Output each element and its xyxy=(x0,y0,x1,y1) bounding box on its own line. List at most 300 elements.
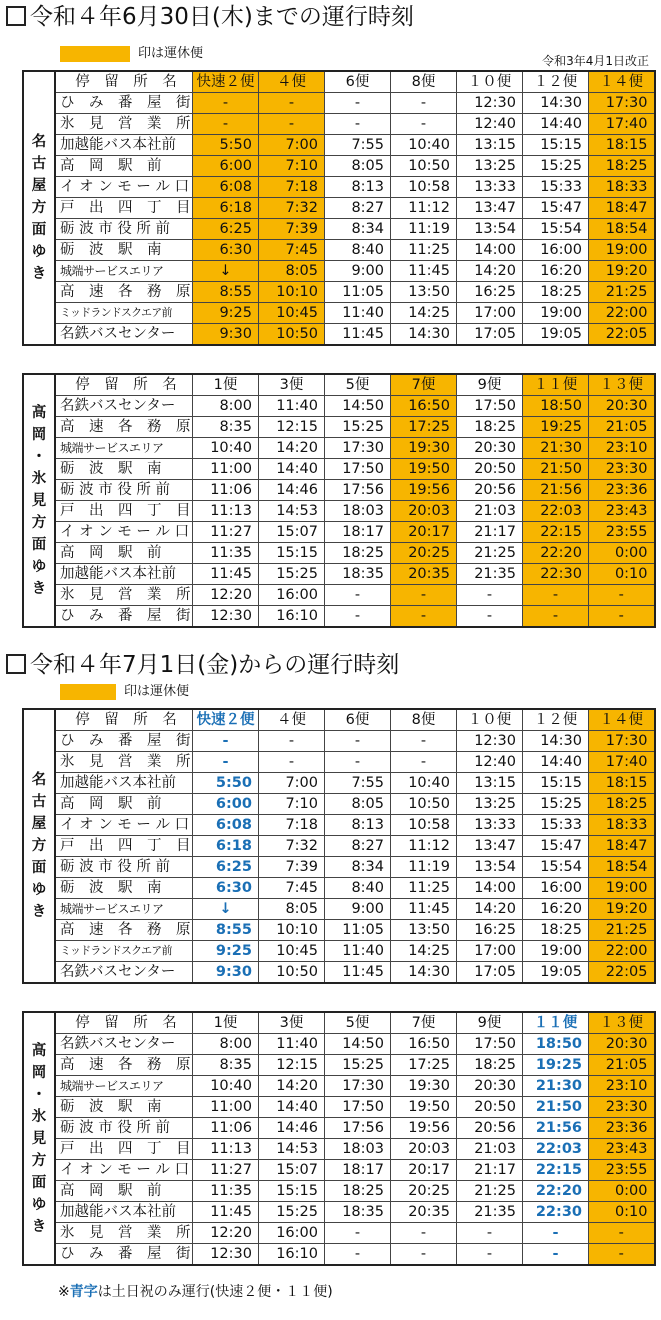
time-cell: 12:30 xyxy=(457,93,523,114)
time-cell: 19:05 xyxy=(523,324,589,346)
table-row xyxy=(23,1097,655,1118)
stop-name-header: 停 留 所 名 xyxy=(55,1012,193,1034)
time-cell: 18:47 xyxy=(589,198,655,219)
time-cell: 18:50 xyxy=(523,396,589,417)
time-cell: 15:15 xyxy=(259,543,325,564)
time-cell: 15:25 xyxy=(523,156,589,177)
time-cell: 19:30 xyxy=(391,438,457,459)
time-cell: 17:30 xyxy=(325,1076,391,1097)
time-cell: 7:55 xyxy=(325,135,391,156)
time-cell: - xyxy=(193,752,259,773)
footnote-blue-word: 青字 xyxy=(69,1284,98,1300)
time-cell: 17:25 xyxy=(391,417,457,438)
stop-name: 氷 見 営 業 所 xyxy=(55,585,193,606)
stop-name: 高 速 各 務 原 xyxy=(55,282,193,303)
trip-header: 3便 xyxy=(259,1012,325,1034)
time-cell: 20:30 xyxy=(589,1034,655,1055)
trip-header: １４便 xyxy=(589,709,655,731)
table-row xyxy=(23,156,655,177)
time-cell: 7:00 xyxy=(259,773,325,794)
time-cell: 19:50 xyxy=(391,459,457,480)
time-cell: 8:55 xyxy=(193,920,259,941)
time-cell: 8:00 xyxy=(193,1034,259,1055)
checkbox-square-icon xyxy=(6,6,26,26)
time-cell: 10:45 xyxy=(259,941,325,962)
time-cell: 9:30 xyxy=(193,324,259,346)
time-cell: 15:33 xyxy=(523,177,589,198)
trip-header: 8便 xyxy=(391,71,457,93)
time-cell: 13:25 xyxy=(457,794,523,815)
time-cell: 13:15 xyxy=(457,135,523,156)
time-cell: 8:05 xyxy=(259,899,325,920)
time-cell: 0:10 xyxy=(589,1202,655,1223)
stop-name: 戸 出 四 丁 目 xyxy=(55,198,193,219)
time-cell: 11:19 xyxy=(391,219,457,240)
direction-label xyxy=(23,374,55,627)
time-cell: - xyxy=(193,114,259,135)
time-cell: 20:50 xyxy=(457,1097,523,1118)
table-row xyxy=(23,962,655,984)
time-cell: 19:25 xyxy=(523,1055,589,1076)
time-cell: 14:20 xyxy=(259,438,325,459)
direction-char: 面 xyxy=(31,222,47,238)
time-cell: 18:25 xyxy=(589,156,655,177)
stop-name: 氷 見 営 業 所 xyxy=(55,752,193,773)
time-cell: 15:25 xyxy=(523,794,589,815)
time-cell: 13:15 xyxy=(457,773,523,794)
time-cell: 10:40 xyxy=(193,1076,259,1097)
time-cell: 19:20 xyxy=(589,899,655,920)
time-cell: 11:45 xyxy=(391,899,457,920)
time-cell: 20:03 xyxy=(391,501,457,522)
direction-char: 見 xyxy=(31,492,47,509)
time-cell: 19:20 xyxy=(589,261,655,282)
time-cell: 6:18 xyxy=(193,198,259,219)
time-cell: 20:25 xyxy=(391,1181,457,1202)
time-cell: 7:18 xyxy=(259,177,325,198)
table-row xyxy=(23,752,655,773)
time-cell: 16:10 xyxy=(259,606,325,628)
direction-char: ゆ xyxy=(31,244,47,260)
trip-header: 1便 xyxy=(193,374,259,396)
time-cell: 16:10 xyxy=(259,1244,325,1266)
table-row xyxy=(23,459,655,480)
time-cell: 11:13 xyxy=(193,501,259,522)
direction-char: 岡 xyxy=(31,426,47,443)
time-cell: 19:30 xyxy=(391,1076,457,1097)
time-cell: 15:07 xyxy=(259,522,325,543)
time-cell: 18:50 xyxy=(523,1034,589,1055)
table-row xyxy=(23,396,655,417)
time-cell: 17:25 xyxy=(391,1055,457,1076)
time-cell: 17:50 xyxy=(457,396,523,417)
stop-name: イ オ ン モ ー ル 口 xyxy=(55,522,193,543)
stop-name: 砺 波 市 役 所 前 xyxy=(55,219,193,240)
time-cell: 7:10 xyxy=(259,794,325,815)
time-cell: 13:25 xyxy=(457,156,523,177)
time-cell: 0:00 xyxy=(589,1181,655,1202)
time-cell: 13:33 xyxy=(457,177,523,198)
time-cell: 10:50 xyxy=(259,962,325,984)
time-cell: 14:25 xyxy=(391,303,457,324)
time-cell: 16:00 xyxy=(259,1223,325,1244)
time-cell: 14:40 xyxy=(259,459,325,480)
stop-name: 戸 出 四 丁 目 xyxy=(55,836,193,857)
time-cell: 14:40 xyxy=(523,752,589,773)
table-row xyxy=(23,564,655,585)
time-cell: 8:40 xyxy=(325,878,391,899)
time-cell: 14:46 xyxy=(259,1118,325,1139)
stop-name: 加越能バス本社前 xyxy=(55,564,193,585)
time-cell: 11:05 xyxy=(325,282,391,303)
time-cell: 14:30 xyxy=(391,324,457,346)
time-cell: 23:36 xyxy=(589,1118,655,1139)
table-row xyxy=(23,878,655,899)
trip-header: １２便 xyxy=(523,71,589,93)
time-cell: - xyxy=(457,1223,523,1244)
stop-name: 高 速 各 務 原 xyxy=(55,1055,193,1076)
time-cell: - xyxy=(325,114,391,135)
time-cell: 0:00 xyxy=(589,543,655,564)
time-cell: - xyxy=(325,585,391,606)
time-cell: 6:25 xyxy=(193,219,259,240)
time-cell: 7:00 xyxy=(259,135,325,156)
time-cell: 14:53 xyxy=(259,501,325,522)
time-cell: 22:20 xyxy=(523,1181,589,1202)
trip-header: １１便 xyxy=(523,1012,589,1034)
stop-name: 砺 波 駅 南 xyxy=(55,878,193,899)
time-cell: 7:10 xyxy=(259,156,325,177)
time-cell: 19:00 xyxy=(523,941,589,962)
stop-name: ひ み 番 屋 街 xyxy=(55,1244,193,1266)
time-cell: 15:54 xyxy=(523,857,589,878)
time-cell: 10:10 xyxy=(259,920,325,941)
section-2-legend xyxy=(60,682,189,702)
time-cell: 15:25 xyxy=(325,1055,391,1076)
direction-char: 岡 xyxy=(31,1064,47,1081)
time-cell: ↓ xyxy=(193,899,259,920)
section-1-title-text: 令和４年6月30日(木)までの運行時刻 xyxy=(30,4,414,30)
time-cell: - xyxy=(391,1223,457,1244)
table-row xyxy=(23,543,655,564)
time-cell: 23:36 xyxy=(589,480,655,501)
table-row xyxy=(23,794,655,815)
time-cell: 16:00 xyxy=(523,240,589,261)
time-cell: 11:45 xyxy=(391,261,457,282)
trip-header: 6便 xyxy=(325,71,391,93)
revision-date: 令和3年4月1日改正 xyxy=(542,54,649,68)
direction-char: 古 xyxy=(31,156,47,172)
table-row xyxy=(23,135,655,156)
table-row xyxy=(23,198,655,219)
stop-name: 高 岡 駅 前 xyxy=(55,1181,193,1202)
time-cell: - xyxy=(325,93,391,114)
time-cell: 18:25 xyxy=(589,794,655,815)
time-cell: - xyxy=(457,606,523,628)
time-cell: 17:50 xyxy=(457,1034,523,1055)
stop-name: イ オ ン モ ー ル 口 xyxy=(55,815,193,836)
time-cell: 11:40 xyxy=(325,303,391,324)
time-cell: 13:50 xyxy=(391,920,457,941)
time-cell: 12:30 xyxy=(193,1244,259,1266)
trip-header: １４便 xyxy=(589,71,655,93)
stop-name: 城端サービスエリア xyxy=(55,438,193,459)
time-cell: 21:17 xyxy=(457,522,523,543)
time-cell: 20:25 xyxy=(391,543,457,564)
table-row xyxy=(23,1076,655,1097)
time-cell: - xyxy=(259,93,325,114)
table-row xyxy=(23,1223,655,1244)
stop-name: 氷 見 営 業 所 xyxy=(55,114,193,135)
time-cell: 20:30 xyxy=(457,438,523,459)
time-cell: 14:00 xyxy=(457,878,523,899)
direction-char: 方 xyxy=(31,1152,47,1169)
time-cell: 16:00 xyxy=(259,585,325,606)
direction-char: ・ xyxy=(31,1086,47,1103)
time-cell: - xyxy=(193,93,259,114)
time-cell: - xyxy=(259,114,325,135)
stop-name: 名鉄バスセンター xyxy=(55,962,193,984)
time-cell: 6:00 xyxy=(193,794,259,815)
time-cell: 10:40 xyxy=(193,438,259,459)
time-cell: 8:27 xyxy=(325,198,391,219)
time-cell: 18:33 xyxy=(589,815,655,836)
time-cell: 5:50 xyxy=(193,773,259,794)
time-cell: 10:45 xyxy=(259,303,325,324)
time-cell: 14:30 xyxy=(523,93,589,114)
stop-name: 戸 出 四 丁 目 xyxy=(55,1139,193,1160)
time-cell: 13:33 xyxy=(457,815,523,836)
time-cell: 7:45 xyxy=(259,240,325,261)
trip-header: １３便 xyxy=(589,374,655,396)
time-cell: 11:35 xyxy=(193,543,259,564)
stop-name: 名鉄バスセンター xyxy=(55,396,193,417)
time-cell: 16:20 xyxy=(523,899,589,920)
time-cell: 11:06 xyxy=(193,1118,259,1139)
timetable-1-nagoya-bound xyxy=(22,70,656,346)
time-cell: 6:25 xyxy=(193,857,259,878)
time-cell: 14:40 xyxy=(259,1097,325,1118)
time-cell: 21:03 xyxy=(457,501,523,522)
table-row xyxy=(23,1160,655,1181)
direction-char: 屋 xyxy=(31,178,47,194)
direction-char: 見 xyxy=(31,1130,47,1147)
stop-name: 名鉄バスセンター xyxy=(55,1034,193,1055)
time-cell: 6:18 xyxy=(193,836,259,857)
time-cell: 13:47 xyxy=(457,198,523,219)
time-cell: 19:50 xyxy=(391,1097,457,1118)
time-cell: 5:50 xyxy=(193,135,259,156)
stop-name: イ オ ン モ ー ル 口 xyxy=(55,1160,193,1181)
stop-name-header: 停 留 所 名 xyxy=(55,71,193,93)
time-cell: 23:43 xyxy=(589,1139,655,1160)
time-cell: 23:43 xyxy=(589,501,655,522)
time-cell: - xyxy=(391,114,457,135)
time-cell: 8:05 xyxy=(325,794,391,815)
time-cell: 20:30 xyxy=(457,1076,523,1097)
direction-label xyxy=(23,71,55,345)
time-cell: 9:00 xyxy=(325,899,391,920)
time-cell: 18:54 xyxy=(589,219,655,240)
time-cell: 14:30 xyxy=(391,962,457,984)
time-cell: 17:05 xyxy=(457,324,523,346)
time-cell: 20:30 xyxy=(589,396,655,417)
time-cell: - xyxy=(259,731,325,752)
time-cell: 20:35 xyxy=(391,1202,457,1223)
time-cell: - xyxy=(391,1244,457,1266)
time-cell: 21:35 xyxy=(457,564,523,585)
time-cell: 17:50 xyxy=(325,1097,391,1118)
time-cell: 22:00 xyxy=(589,303,655,324)
direction-char: 面 xyxy=(31,860,47,876)
table-row xyxy=(23,324,655,346)
time-cell: 23:10 xyxy=(589,1076,655,1097)
time-cell: 11:35 xyxy=(193,1181,259,1202)
footnote xyxy=(58,1281,333,1301)
time-cell: 10:50 xyxy=(391,156,457,177)
table-row xyxy=(23,501,655,522)
table-row xyxy=(23,303,655,324)
time-cell: 8:13 xyxy=(325,177,391,198)
time-cell: 18:15 xyxy=(589,135,655,156)
time-cell: 11:19 xyxy=(391,857,457,878)
stop-name: 城端サービスエリア xyxy=(55,261,193,282)
section-1-legend xyxy=(60,44,203,64)
time-cell: 15:25 xyxy=(259,1202,325,1223)
time-cell: 22:15 xyxy=(523,522,589,543)
time-cell: 21:05 xyxy=(589,1055,655,1076)
timetable-2-nagoya-bound xyxy=(22,708,656,984)
time-cell: 18:35 xyxy=(325,564,391,585)
trip-header: 快速２便 xyxy=(193,71,259,93)
time-cell: 20:50 xyxy=(457,459,523,480)
time-cell: 18:25 xyxy=(325,1181,391,1202)
time-cell: 14:20 xyxy=(259,1076,325,1097)
table-row xyxy=(23,1139,655,1160)
direction-char: 高 xyxy=(31,1042,47,1059)
table-row xyxy=(23,177,655,198)
time-cell: 14:25 xyxy=(391,941,457,962)
stop-name: 加越能バス本社前 xyxy=(55,1202,193,1223)
time-cell: 15:15 xyxy=(523,773,589,794)
time-cell: - xyxy=(193,731,259,752)
time-cell: 11:05 xyxy=(325,920,391,941)
time-cell: 17:50 xyxy=(325,459,391,480)
time-cell: 18:15 xyxy=(589,773,655,794)
time-cell: 12:40 xyxy=(457,114,523,135)
time-cell: ↓ xyxy=(193,261,259,282)
time-cell: 14:20 xyxy=(457,261,523,282)
direction-char: き xyxy=(31,580,47,597)
time-cell: 11:00 xyxy=(193,459,259,480)
time-cell: 8:34 xyxy=(325,857,391,878)
table-row xyxy=(23,114,655,135)
time-cell: 8:00 xyxy=(193,396,259,417)
direction-char: き xyxy=(31,266,47,282)
table-row xyxy=(23,261,655,282)
time-cell: 9:25 xyxy=(193,303,259,324)
stop-name: イ オ ン モ ー ル 口 xyxy=(55,177,193,198)
time-cell: 13:54 xyxy=(457,857,523,878)
time-cell: - xyxy=(523,606,589,628)
trip-header: 5便 xyxy=(325,1012,391,1034)
time-cell: 6:30 xyxy=(193,240,259,261)
time-cell: 12:30 xyxy=(193,606,259,628)
time-cell: 14:00 xyxy=(457,240,523,261)
time-cell: 17:30 xyxy=(325,438,391,459)
time-cell: 14:40 xyxy=(523,114,589,135)
direction-char: 名 xyxy=(31,772,47,788)
time-cell: 11:45 xyxy=(193,1202,259,1223)
table-row xyxy=(23,920,655,941)
stop-name: 高 速 各 務 原 xyxy=(55,920,193,941)
stop-name: 砺 波 市 役 所 前 xyxy=(55,857,193,878)
table-row xyxy=(23,1118,655,1139)
stop-name: ミッドランドスクエア前 xyxy=(55,303,193,324)
header-row xyxy=(23,374,655,396)
trip-header: 9便 xyxy=(457,1012,523,1034)
legend-text: 印は運休便 xyxy=(138,46,204,61)
time-cell: - xyxy=(325,731,391,752)
time-cell: 22:30 xyxy=(523,1202,589,1223)
table-row xyxy=(23,585,655,606)
time-cell: 13:47 xyxy=(457,836,523,857)
time-cell: 6:30 xyxy=(193,878,259,899)
stop-name-header: 停 留 所 名 xyxy=(55,374,193,396)
time-cell: 22:03 xyxy=(523,1139,589,1160)
time-cell: 15:47 xyxy=(523,198,589,219)
time-cell: 11:40 xyxy=(325,941,391,962)
time-cell: 11:25 xyxy=(391,240,457,261)
time-cell: - xyxy=(391,606,457,628)
time-cell: 12:40 xyxy=(457,752,523,773)
table-row xyxy=(23,480,655,501)
time-cell: 7:32 xyxy=(259,198,325,219)
direction-char: き xyxy=(31,1218,47,1235)
time-cell: 21:17 xyxy=(457,1160,523,1181)
time-cell: 16:00 xyxy=(523,878,589,899)
footnote-prefix: ※ xyxy=(58,1284,70,1300)
time-cell: 21:56 xyxy=(523,480,589,501)
time-cell: 18:25 xyxy=(523,282,589,303)
time-cell: 21:30 xyxy=(523,438,589,459)
time-cell: 20:03 xyxy=(391,1139,457,1160)
time-cell: 17:40 xyxy=(589,752,655,773)
time-cell: 14:46 xyxy=(259,480,325,501)
time-cell: - xyxy=(391,93,457,114)
time-cell: 10:50 xyxy=(259,324,325,346)
time-cell: 15:54 xyxy=(523,219,589,240)
time-cell: 8:05 xyxy=(259,261,325,282)
time-cell: 16:50 xyxy=(391,396,457,417)
time-cell: 12:15 xyxy=(259,1055,325,1076)
time-cell: 11:40 xyxy=(259,396,325,417)
direction-char: 氷 xyxy=(31,1108,47,1125)
stop-name: 戸 出 四 丁 目 xyxy=(55,501,193,522)
time-cell: 18:33 xyxy=(589,177,655,198)
time-cell: 18:25 xyxy=(523,920,589,941)
time-cell: - xyxy=(457,585,523,606)
legend-text: 印は運休便 xyxy=(124,684,190,699)
time-cell: - xyxy=(589,1244,655,1266)
time-cell: 19:00 xyxy=(523,303,589,324)
direction-char: ゆ xyxy=(31,1196,47,1213)
table-row xyxy=(23,219,655,240)
time-cell: - xyxy=(325,606,391,628)
time-cell: 20:56 xyxy=(457,1118,523,1139)
time-cell: 11:27 xyxy=(193,522,259,543)
stop-name: 高 岡 駅 前 xyxy=(55,156,193,177)
